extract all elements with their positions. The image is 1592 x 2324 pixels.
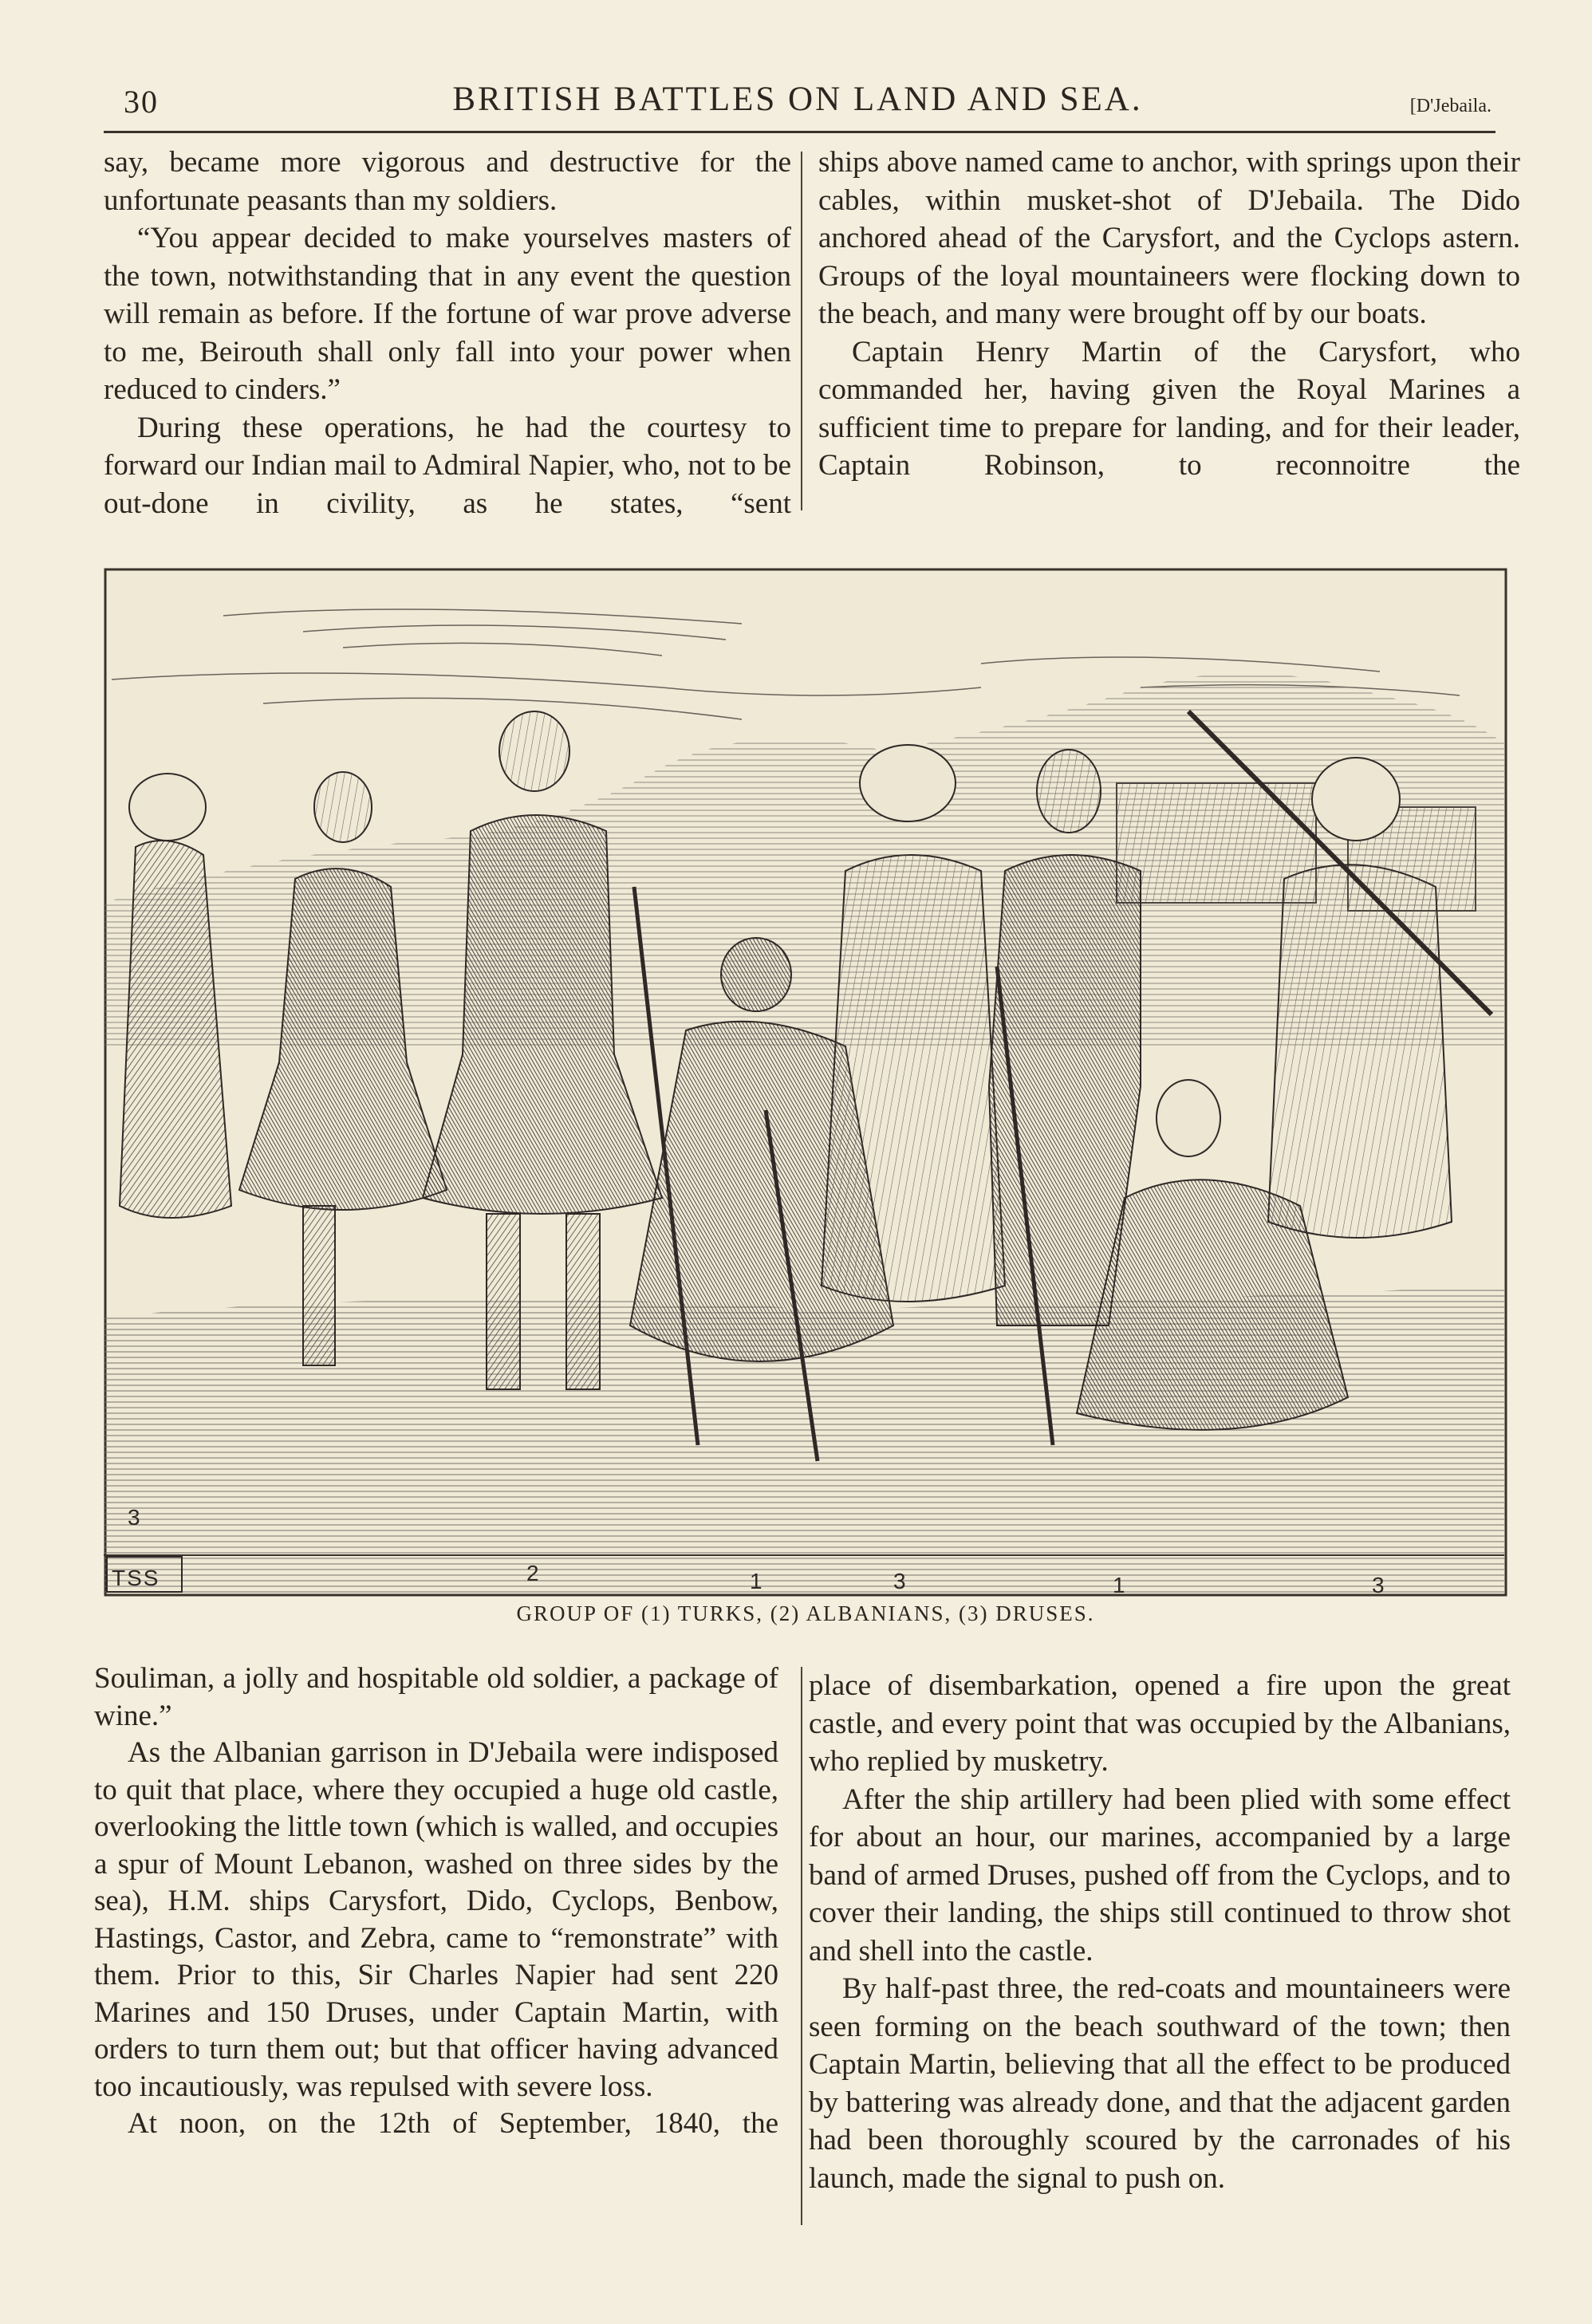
figure-marker: 3 bbox=[1372, 1573, 1385, 1597]
running-head: [D'Jebaila. bbox=[1409, 96, 1492, 116]
text-column-bottom-left bbox=[94, 1660, 778, 2143]
engraver-signature: TSS bbox=[112, 1566, 160, 1590]
text-column-bottom-right bbox=[809, 1667, 1511, 2197]
text-column-top-left bbox=[104, 144, 791, 522]
header-rule bbox=[104, 131, 1495, 133]
page-title: BRITISH BATTLES ON LAND AND SEA. bbox=[452, 81, 1143, 118]
column-divider bbox=[801, 1667, 802, 2225]
figure-marker: 3 bbox=[893, 1569, 906, 1593]
page-number: 30 bbox=[124, 84, 159, 120]
engraving-illustration bbox=[104, 568, 1507, 1597]
paragraph: By half-past three, the red-coats and mountaineers were seen forming on the beach southward of the town; then Captain Martin, believing that all the effect to be produced by battering was already done, and that the adjacent garden had been thoroughly scoured by the carronades of his launch, made the signal to push on. bbox=[809, 1972, 1511, 2195]
paragraph: At noon, on the 12th of September, 1840, the bbox=[128, 2107, 778, 2140]
paragraph: place of disembarkation, opened a fire upon the great castle, and every point that was occupied by the Albanians, who replied by musketry. bbox=[809, 1669, 1511, 1778]
figure-marker: 1 bbox=[750, 1569, 763, 1593]
figure-marker: 1 bbox=[1113, 1573, 1125, 1597]
paragraph: Captain Henry Martin of the Carysfort, who commanded her, having given the Royal Marines a sufficient time to prepare for landing, and for their leader, Captain Robinson, to reconnoitre the bbox=[818, 335, 1520, 482]
paragraph: Souliman, a jolly and hospitable old soldier, a package of wine.” bbox=[94, 1662, 778, 1732]
figure-caption: GROUP OF (1) TURKS, (2) ALBANIANS, (3) DRUSES. bbox=[516, 1601, 1095, 1625]
paragraph: ships above named came to anchor, with springs upon their cables, within musket-shot of D'Jebaila. The Dido anchored ahead of the Carysfort, and the Cyclops astern. Groups of the loyal mountaineers were flocking down to the beach, and many were brought off by our boats. bbox=[818, 146, 1520, 330]
paragraph: After the ship artillery had been plied with some effect for about an hour, our marines, accompanied by a large band of armed Druses, pushed off from the Cyclops, and to cover their landing, the ships still continued to throw shot and shell into the castle. bbox=[809, 1782, 1511, 1968]
figure-marker: 2 bbox=[526, 1561, 539, 1585]
paragraph: As the Albanian garrison in D'Jebaila were indisposed to quit that place, where they occupied a huge old castle, overlooking the little town (which is walled, and occupies a spur of Mount Lebanon, washed on three sides by the sea), H.M. ships Carysfort, Dido, Cyclops, Benbow, Hastings, Castor, and Zebra, came to “remonstrate” with them. Prior to this, Sir Charles Napier had sent 220 Marines and 150 Druses, under Captain Martin, with orders to turn them out; but that officer having advanced too incautiously, was repulsed with severe loss. bbox=[94, 1736, 778, 2103]
paragraph: During these operations, he had the courtesy to forward our Indian mail to Admiral Napier, who, not to be out-done in civility, as he states, “sent bbox=[104, 411, 791, 520]
text-column-top-right bbox=[818, 144, 1520, 485]
engraving-figure bbox=[104, 568, 1507, 1597]
paragraph: say, became more vigorous and destructive for the unfortunate peasants than my soldiers. bbox=[104, 146, 791, 217]
column-divider bbox=[801, 152, 802, 510]
figure-marker: 3 bbox=[128, 1505, 140, 1530]
page-header bbox=[104, 80, 1492, 128]
paragraph: “You appear decided to make yourselves masters of the town, notwithstanding that in any event the question will remain as before. If the fortune of war prove adverse to me, Beirouth shall only fall into your power when reduced to cinders.” bbox=[104, 222, 791, 406]
